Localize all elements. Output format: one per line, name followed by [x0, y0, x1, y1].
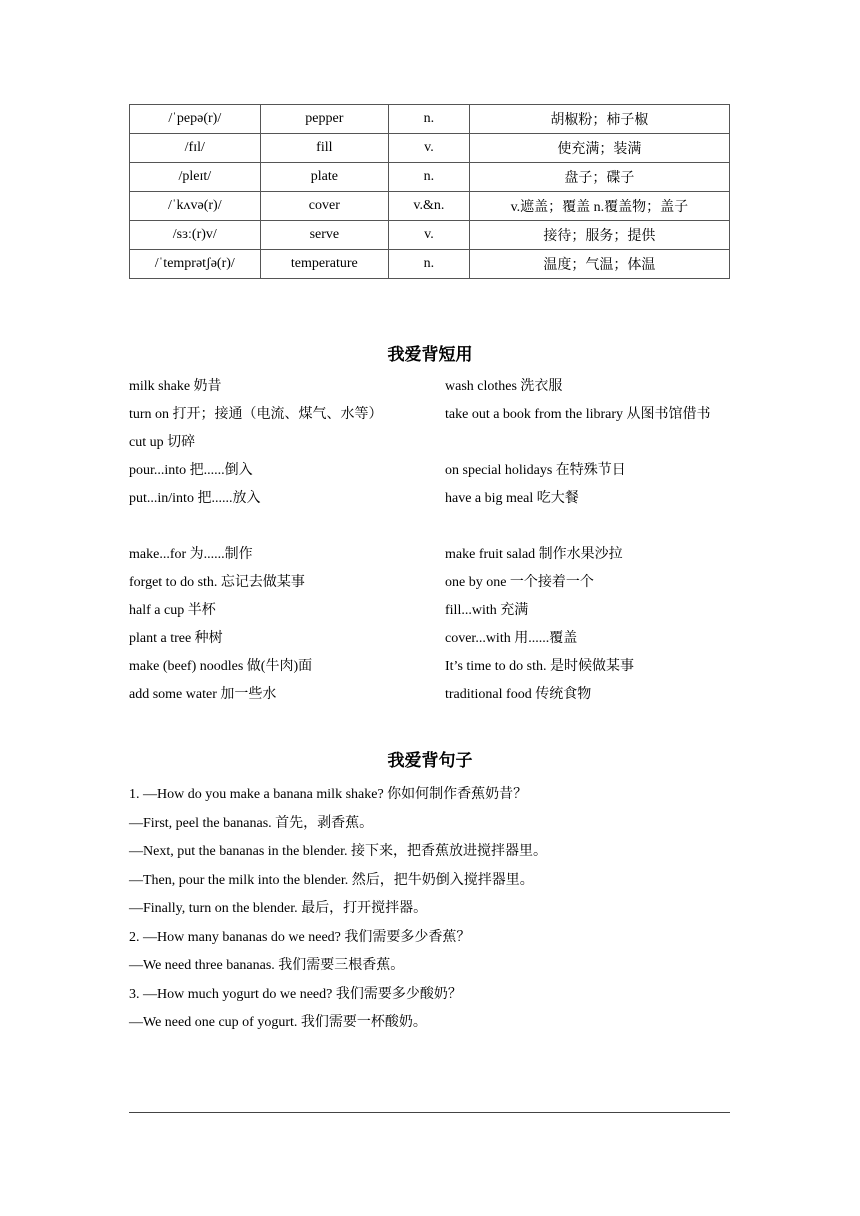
phrase-right: on special holidays 在特殊节日 — [445, 463, 626, 478]
list-item — [129, 541, 734, 569]
part-of-speech-cell: n. — [389, 105, 470, 134]
phrase-left: add some water 加一些水 — [129, 687, 277, 702]
phrase-left: cut up 切碎 — [129, 435, 196, 450]
word-cell: fill — [260, 134, 389, 163]
sentence-line: —We need three bananas. 我们需要三根香蕉。 — [129, 958, 405, 973]
phrase-right: It’s time to do sth. 是时候做某事 — [445, 659, 634, 674]
part-of-speech-cell: v. — [389, 221, 470, 250]
table-row — [130, 105, 730, 134]
phrases-heading: 我爱背短用 — [387, 345, 473, 365]
phonetic-cell: /fɪl/ — [130, 134, 261, 163]
word-cell: serve — [260, 221, 389, 250]
meaning-cell: 温度；气温；体温 — [469, 250, 729, 279]
sentence-line: —Then, pour the milk into the blender. 然后，把牛奶倒入搅拌器里。 — [129, 872, 534, 888]
table-row — [130, 134, 730, 163]
sentence-line: —We need one cup of yogurt. 我们需要一杯酸奶。 — [129, 1015, 427, 1030]
sentence-line: 1. —How do you make a banana milk shake? 你如何制作香蕉奶昔？ — [129, 787, 528, 802]
table-row — [130, 192, 730, 221]
part-of-speech-cell: v.&n. — [389, 192, 470, 221]
table-row — [130, 163, 730, 192]
meaning-cell: 接待；服务；提供 — [469, 221, 729, 250]
sentence-line: 3. —How much yogurt do we need? 我们需要多少酸奶？ — [129, 986, 462, 1002]
list-item — [129, 597, 734, 625]
part-of-speech-cell: n. — [389, 250, 470, 279]
phrase-left: forget to do sth. 忘记去做某事 — [129, 575, 305, 590]
phrase-left: half a cup 半杯 — [129, 603, 216, 618]
phrase-right: cover...with 用......覆盖 — [445, 631, 578, 646]
phrase-right: take out a book from the library 从图书馆借书 — [445, 407, 711, 422]
phrase-left: plant a tree 种树 — [129, 631, 223, 646]
list-item — [129, 681, 734, 709]
phonetic-cell: /pleɪt/ — [130, 163, 261, 192]
word-cell: pepper — [260, 105, 389, 134]
table-row — [130, 221, 730, 250]
phrase-left: pour...into 把......倒入 — [129, 463, 253, 478]
meaning-cell: 胡椒粉；柿子椒 — [469, 105, 729, 134]
list-item — [129, 429, 734, 457]
list-item — [129, 373, 734, 401]
sentence-list — [129, 781, 749, 1038]
phrase-list — [129, 373, 734, 709]
phrase-left: milk shake 奶昔 — [129, 379, 222, 394]
list-item — [129, 653, 734, 681]
phrase-right: have a big meal 吃大餐 — [445, 491, 579, 506]
phrase-right: one by one 一个接着一个 — [445, 575, 594, 590]
meaning-cell: v.遮盖；覆盖 n.覆盖物；盖子 — [469, 192, 729, 221]
list-item — [129, 485, 734, 513]
sentence-line: —First, peel the bananas. 首先，剥香蕉。 — [129, 815, 374, 831]
phonetic-cell: /sɜː(r)v/ — [130, 221, 261, 250]
word-cell: plate — [260, 163, 389, 192]
sentence-line: 2. —How many bananas do we need? 我们需要多少香蕉？ — [129, 929, 471, 945]
phrase-left: put...in/into 把......放入 — [129, 491, 261, 506]
sentence-line: —Next, put the bananas in the blender. 接下来，把香蕉放进搅拌器里。 — [129, 844, 547, 859]
list-item — [129, 625, 734, 653]
vocabulary-table — [129, 104, 730, 279]
blank-line — [129, 513, 734, 541]
sentences-heading: 我爱背句子 — [387, 751, 473, 771]
part-of-speech-cell: n. — [389, 163, 470, 192]
phrase-right: fill...with 充满 — [445, 603, 529, 618]
footer-divider — [129, 1112, 730, 1113]
phrase-right: make fruit salad 制作水果沙拉 — [445, 547, 623, 562]
phrase-left: make (beef) noodles 做(牛肉)面 — [129, 659, 313, 674]
list-item — [129, 401, 734, 429]
phonetic-cell: /ˈtemprətʃə(r)/ — [130, 250, 261, 279]
table-row — [130, 250, 730, 279]
word-cell: temperature — [260, 250, 389, 279]
meaning-cell: 盘子；碟子 — [469, 163, 729, 192]
list-item — [129, 569, 734, 597]
phonetic-cell: /ˈpepə(r)/ — [130, 105, 261, 134]
phrase-right: traditional food 传统食物 — [445, 687, 592, 702]
phrase-right — [445, 429, 734, 457]
phrase-left: make...for 为......制作 — [129, 547, 253, 562]
phrase-left: turn on 打开；接通（电流、煤气、水等） — [129, 407, 383, 422]
sentence-line: —Finally, turn on the blender. 最后，打开搅拌器。 — [129, 901, 428, 916]
word-cell: cover — [260, 192, 389, 221]
list-item — [129, 457, 734, 485]
phonetic-cell: /ˈkʌvə(r)/ — [130, 192, 261, 221]
meaning-cell: 使充满；装满 — [469, 134, 729, 163]
part-of-speech-cell: v. — [389, 134, 470, 163]
phrase-right: wash clothes 洗衣服 — [445, 379, 563, 394]
